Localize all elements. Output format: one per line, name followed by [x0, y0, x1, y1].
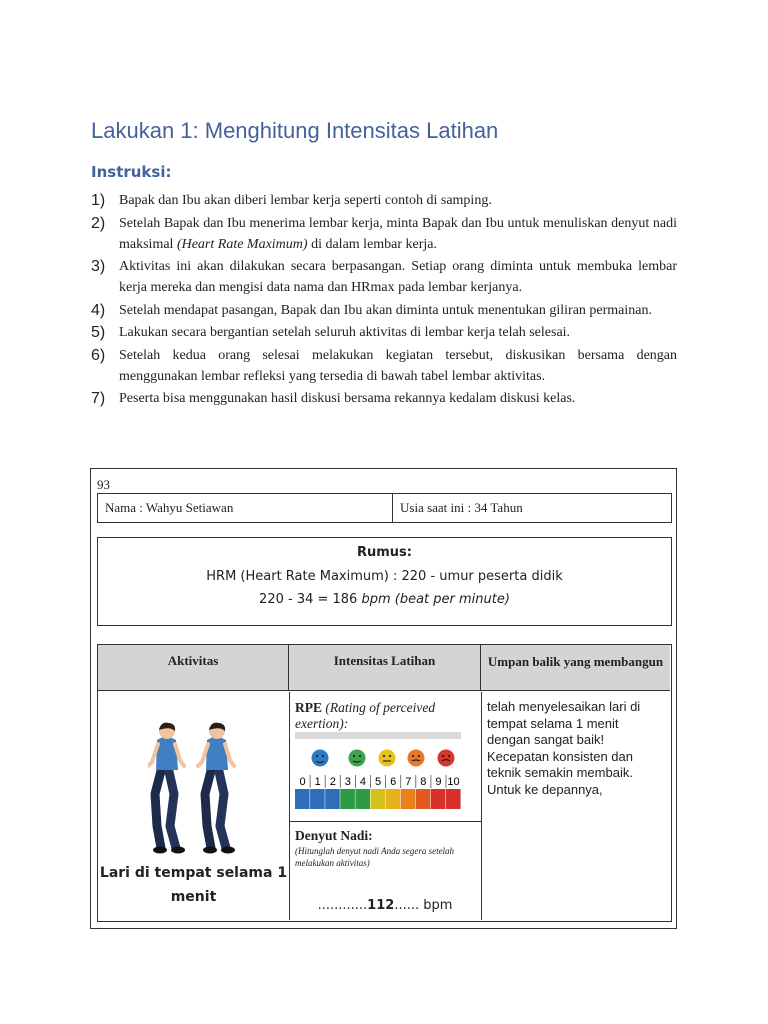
rpe-level-bar — [416, 789, 431, 809]
pulse-note: (Hitunglah denyut nadi Anda segera setelah melakukan aktivitas) — [295, 846, 455, 868]
activity-cell — [98, 692, 290, 920]
runner-figure-right — [198, 723, 235, 854]
instruction-item — [91, 213, 677, 255]
rpe-number: 3 — [344, 776, 351, 788]
instruction-item — [91, 388, 677, 409]
runner-figure-left — [148, 723, 185, 854]
instruction-item — [91, 345, 677, 387]
item-text: Setelah mendapat pasangan, Bapak dan Ibu akan diminta untuk menentukan giliran permainan. — [119, 302, 652, 318]
item-number: 6) — [91, 346, 106, 364]
rpe-level-bar — [355, 789, 370, 809]
rpe-number: 0 — [299, 776, 306, 788]
header-feedback: Umpan balik yang membangun — [481, 645, 670, 691]
rpe-face-icon — [349, 750, 366, 767]
pulse-value-field: ............112...... bpm — [317, 898, 453, 913]
instruction-item — [91, 190, 677, 211]
rpe-number: 2 — [329, 776, 336, 788]
formula-title: Rumus: — [356, 545, 412, 560]
rpe-number: 1 — [314, 776, 321, 788]
rpe-number: 6 — [390, 776, 397, 788]
pulse-title: Denyut Nadi: — [295, 828, 373, 843]
rpe-face-icon — [408, 750, 425, 767]
running-figures-illustration — [148, 722, 238, 856]
participant-info — [97, 493, 672, 523]
page-title: Lakukan 1: Menghitung Intensitas Latihan — [91, 118, 499, 143]
item-number: 2) — [91, 214, 106, 232]
formula-calculation: 220 - 34 = 186 bpm (beat per minute) — [259, 592, 510, 607]
formula-box — [97, 537, 672, 626]
page-number: 93 — [97, 477, 110, 492]
formula-line: HRM (Heart Rate Maximum) : 220 - umur peserta didik — [206, 569, 563, 584]
item-number: 3) — [91, 258, 106, 275]
item-number: 7) — [91, 390, 106, 407]
item-text: Lakukan secara bergantian setelah seluruh aktivitas di lembar kerja telah selesai. — [119, 325, 571, 340]
rpe-number: 10 — [447, 776, 460, 788]
pulse-value: 112 — [367, 898, 395, 913]
instruction-item — [91, 322, 677, 343]
rpe-level-bar — [295, 789, 310, 809]
name-field: Nama : Wahyu Setiawan — [98, 494, 393, 522]
rpe-number: 9 — [435, 776, 442, 788]
rpe-level-bar — [401, 789, 416, 809]
rpe-level-bar — [325, 789, 340, 809]
rpe-number: 4 — [359, 776, 367, 788]
age-field: Usia saat ini : 34 Tahun — [400, 500, 523, 515]
item-text: Aktivitas ini akan dilakukan secara berpasangan. Setiap orang diminta untuk membuka lembar kerja mereka dan mengisi data nama dan HRmax pada lembar kerjanya. — [119, 259, 677, 295]
rpe-scale-chart — [295, 732, 463, 812]
instruction-item — [91, 256, 677, 298]
activity-table — [97, 644, 672, 922]
rpe-face-icon — [379, 750, 396, 767]
rpe-title: RPE (Rating of perceived exertion): — [295, 700, 436, 731]
item-number: 5) — [91, 324, 106, 341]
instructions-heading: Instruksi: — [91, 163, 172, 181]
rpe-level-bar — [340, 789, 355, 809]
pulse-section — [289, 821, 481, 921]
item-number: 4) — [91, 301, 106, 319]
header-activity: Aktivitas — [98, 645, 289, 691]
feedback-text: telah menyelesaikan lari di tempat selama 1 menit dengan sangat baik! Kecepatan konsisten dan teknik semakin membaik. Untuk ke depannya, — [487, 699, 641, 797]
item-text: Bapak dan Ibu akan diberi lembar kerja seperti contoh di samping. — [119, 193, 492, 208]
rpe-level-bar — [446, 789, 461, 809]
rpe-level-bar — [310, 789, 325, 809]
rpe-level-bar — [431, 789, 446, 809]
rpe-level-bar — [371, 789, 386, 809]
rpe-number: 7 — [405, 776, 412, 788]
rpe-number: 5 — [374, 776, 382, 788]
rpe-face-icon — [312, 750, 329, 767]
instruction-item — [91, 300, 677, 321]
header-intensity: Intensitas Latihan — [289, 645, 481, 691]
item-text: Setelah Bapak dan Ibu menerima lembar kerja, minta Bapak dan Ibu untuk menuliskan denyut nadi maksimal (Heart Rate Maximum) di dalam lembar kerja. — [119, 215, 677, 252]
rpe-number: 8 — [420, 776, 427, 788]
item-text: Setelah kedua orang selesai melakukan kegiatan tersebut, diskusikan bersama dengan menggunakan lembar refleksi yang tersedia di bawah tabel lembar aktivitas. — [119, 347, 677, 384]
item-number: 1) — [91, 192, 106, 209]
rpe-face-icon — [438, 750, 455, 767]
instruction-list — [91, 190, 677, 411]
item-text: Peserta bisa menggunakan hasil diskusi bersama rekannya kedalam diskusi kelas. — [119, 391, 576, 406]
rpe-level-bar — [386, 789, 401, 809]
intensity-cell — [289, 692, 482, 920]
activity-name: Lari di tempat selama 1 menit — [99, 865, 288, 905]
